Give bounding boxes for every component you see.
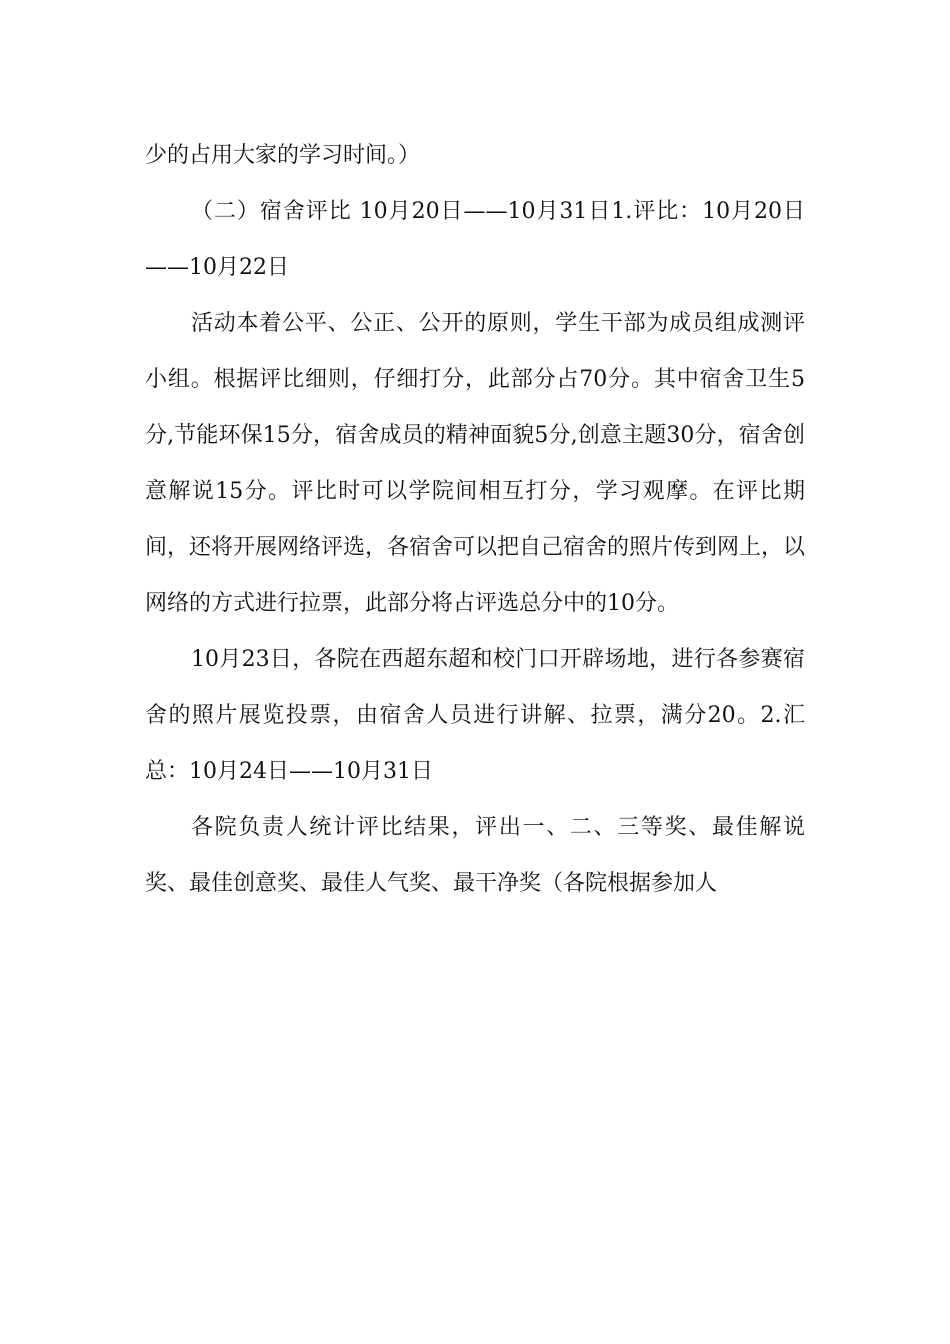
paragraph-evaluation-rules: 活动本着公平、公正、公开的原则，学生干部为成员组成测评小组。根据评比细则，仔细打分，此部分占70分。其中宿舍卫生5分,节能环保15分，宿舍成员的精神面貌5分,创意主题30分，宿舍创意解说15分。评比时可以学院间相互打分，学习观摩。在评比期间，还将开展网络评选，各宿舍可以把自己宿舍的照片传到网上，以网络的方式进行拉票，此部分将占评选总分中的10分。 [145, 311, 806, 616]
paragraph-dorm-evaluation-heading: （二）宿舍评比 10月20日——10月31日1.评比：10月20日——10月22日 [145, 199, 805, 280]
paragraph-continuation: 少的占用大家的学习时间。） [145, 143, 421, 168]
paragraph-photo-exhibition: 10月23日，各院在西超东超和校门口开辟场地，进行各参赛宿舍的照片展览投票，由宿舍人员进行讲解、拉票，满分20。2.汇总：10月24日——10月31日 [145, 647, 805, 784]
document-body [145, 128, 805, 912]
paragraph-awards: 各院负责人统计评比结果，评出一、二、三等奖、最佳解说奖、最佳创意奖、最佳人气奖、最干净奖（各院根据参加人 [145, 815, 805, 896]
